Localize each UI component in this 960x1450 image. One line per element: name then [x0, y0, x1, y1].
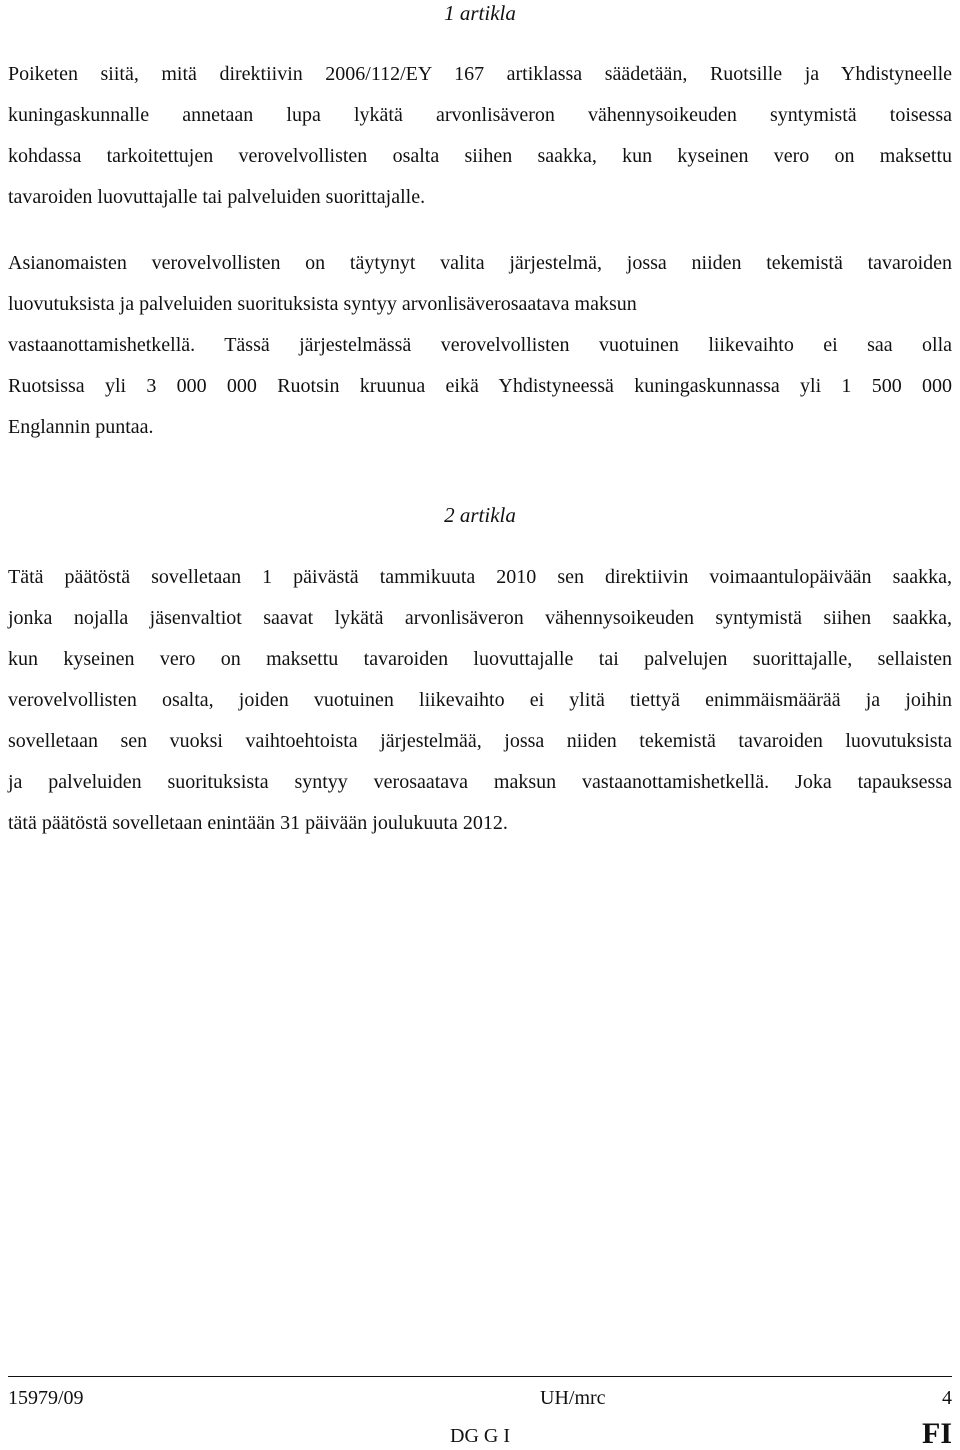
article-1-title: 1 artikla: [444, 1, 516, 25]
footer-directorate: DG G I: [450, 1425, 510, 1447]
text-line: tätä päätöstä sovelletaan enintään 31 päivään joulukuuta 2012.: [8, 812, 508, 834]
text-line: verovelvollisten osalta, joiden vuotuinen liikevaihto ei ylitä tiettyä enimmäismäärää ja joihin: [8, 689, 952, 711]
text-line: kohdassa tarkoitettujen verovelvollisten osalta siihen saakka, kun kyseinen vero on maksettu: [8, 145, 952, 167]
article-1-paragraph-2: [8, 243, 952, 448]
article-2-paragraph-1: [8, 557, 952, 844]
text-line: Tätä päätöstä sovelletaan 1 päivästä tammikuuta 2010 sen direktiivin voimaantulopäivään saakka,: [8, 566, 952, 588]
article-1-paragraph-1: [8, 54, 952, 218]
footer-language-code: FI: [922, 1417, 952, 1450]
footer-doc-number: 15979/09: [8, 1387, 84, 1409]
footer-initials: UH/mrc: [540, 1387, 606, 1409]
footer-page-number: 4: [942, 1387, 952, 1409]
text-line: Ruotsissa yli 3 000 000 Ruotsin kruunua eikä Yhdistyneessä kuningaskunnassa yli 1 500 000: [8, 375, 952, 397]
text-line: tavaroiden luovuttajalle tai palveluiden suorittajalle.: [8, 186, 426, 208]
text-line: kuningaskunnalle annetaan lupa lykätä arvonlisäveron vähennysoikeuden syntymistä toisessa: [8, 104, 952, 126]
text-line: luovutuksista ja palveluiden suorituksista syntyy arvonlisäverosaatava maksun: [8, 293, 637, 315]
text-line: Englannin puntaa.: [8, 416, 154, 438]
text-line: Asianomaisten verovelvollisten on täytynyt valita järjestelmä, jossa niiden tekemistä tavaroiden: [8, 252, 952, 274]
text-line: sovelletaan sen vuoksi vaihtoehtoista järjestelmää, jossa niiden tekemistä tavaroiden luovutuksista: [8, 730, 952, 752]
text-line: vastaanottamishetkellä. Tässä järjestelmässä verovelvollisten vuotuinen liikevaihto ei saa olla: [8, 334, 952, 356]
text-line: ja palveluiden suorituksista syntyy verosaatava maksun vastaanottamishetkellä. Joka tapauksessa: [8, 771, 952, 793]
footer-divider: [8, 1376, 952, 1377]
text-line: Poiketen siitä, mitä direktiivin 2006/112/EY 167 artiklassa säädetään, Ruotsille ja Yhdistyneelle: [8, 63, 952, 85]
text-line: jonka nojalla jäsenvaltiot saavat lykätä arvonlisäveron vähennysoikeuden syntymistä siihen saakka,: [8, 607, 952, 629]
article-2-title: 2 artikla: [444, 503, 516, 527]
text-line: kun kyseinen vero on maksettu tavaroiden luovuttajalle tai palvelujen suorittajalle, sellaisten: [8, 648, 952, 670]
